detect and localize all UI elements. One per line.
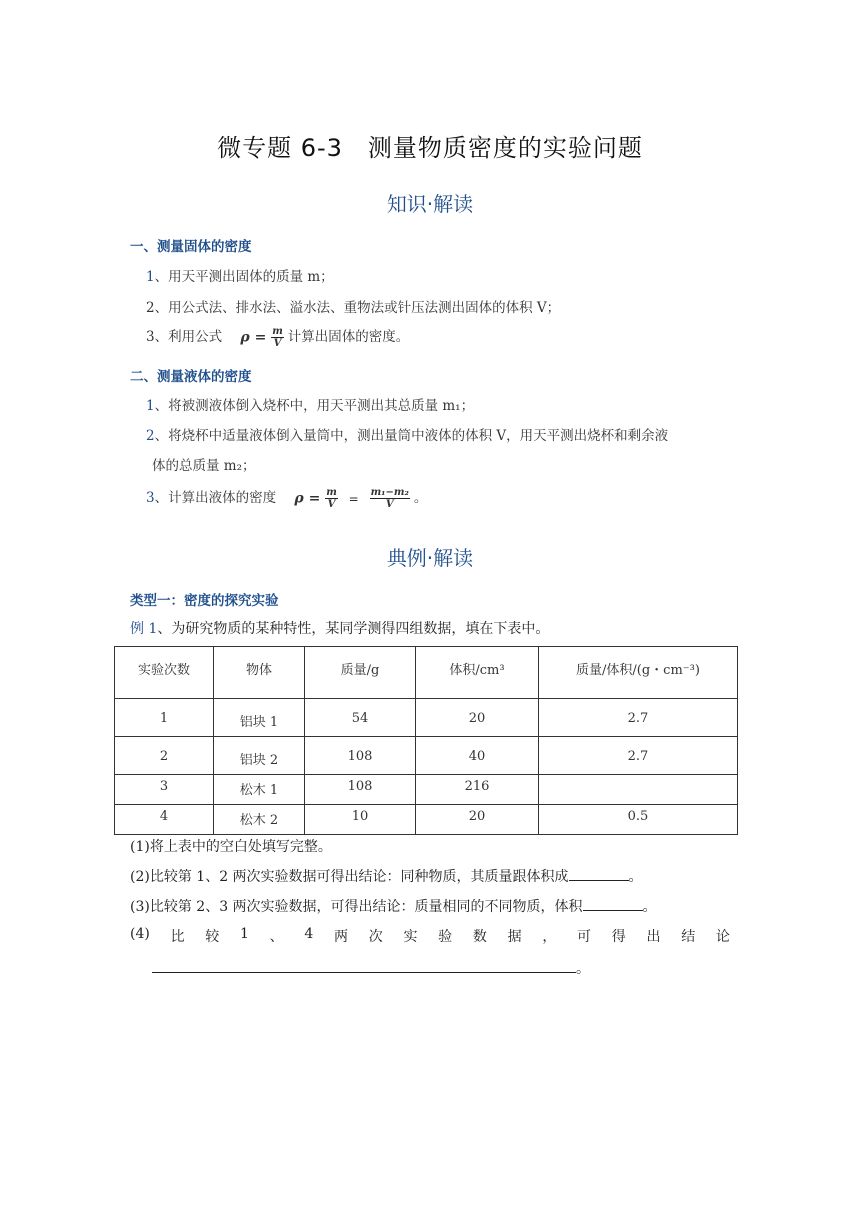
table-cell: 10 bbox=[305, 805, 416, 835]
denominator: V bbox=[273, 338, 282, 349]
question-2 bbox=[130, 866, 643, 886]
table-header-cell: 实验次数 bbox=[115, 647, 214, 699]
liquid-density-heading: 二、测量液体的密度 bbox=[130, 369, 252, 385]
step-text: 、计算出液体的密度 bbox=[154, 490, 277, 506]
table-cell: 0.5 bbox=[539, 805, 738, 835]
denominator-2: V bbox=[385, 499, 394, 510]
question-4-char: 、 bbox=[269, 929, 284, 945]
answer-blank[interactable] bbox=[583, 896, 643, 911]
solid-step-3 bbox=[146, 325, 409, 349]
example-label: 例 1 bbox=[130, 621, 158, 637]
solid-step-2 bbox=[146, 296, 560, 316]
table-cell: 40 bbox=[416, 737, 539, 775]
table-cell: 54 bbox=[305, 699, 416, 737]
liquid-step-2 bbox=[146, 424, 668, 444]
numerator-2: m₁−m₂ bbox=[370, 487, 409, 498]
table-cell: 3 bbox=[115, 775, 214, 805]
step-text-end: 计算出固体的密度。 bbox=[287, 329, 410, 345]
table-cell: 108 bbox=[305, 737, 416, 775]
rho-symbol: ρ = bbox=[240, 329, 267, 346]
page-title: 微专题 6-3 测量物质密度的实验问题 bbox=[217, 134, 643, 162]
table-cell: 铝块 1 bbox=[214, 699, 305, 737]
table-cell bbox=[539, 775, 738, 805]
rho-symbol: ρ = bbox=[294, 490, 321, 507]
type-1-heading: 类型一：密度的探究实验 bbox=[130, 593, 279, 609]
step-text-end: 。 bbox=[413, 490, 428, 506]
step-number: 2 bbox=[146, 300, 155, 316]
example-1-intro bbox=[130, 618, 549, 638]
table-cell: 2.7 bbox=[539, 699, 738, 737]
question-4-char: 两 bbox=[334, 929, 348, 945]
step-number: 1 bbox=[146, 398, 155, 414]
table-row bbox=[115, 699, 738, 737]
solid-step-1 bbox=[146, 265, 334, 285]
question-4-char: 较 bbox=[205, 929, 220, 945]
question-4-char: 比 bbox=[170, 929, 185, 945]
table-row bbox=[115, 805, 738, 835]
question-4-char: 论 bbox=[715, 929, 730, 945]
table-row bbox=[115, 737, 738, 775]
question-4 bbox=[130, 926, 730, 946]
table-cell: 铝块 2 bbox=[214, 737, 305, 775]
fraction bbox=[325, 487, 338, 510]
table-cell: 松木 2 bbox=[214, 805, 305, 835]
answer-blank[interactable] bbox=[569, 866, 629, 881]
fraction-2 bbox=[370, 487, 410, 510]
table-cell: 216 bbox=[416, 775, 539, 805]
question-4-char: (4) bbox=[130, 926, 150, 942]
question-4-char: 结 bbox=[681, 929, 696, 945]
liquid-density-formula bbox=[294, 487, 410, 510]
data-table bbox=[114, 646, 738, 835]
table-header-cell: 物体 bbox=[214, 647, 305, 699]
question-4-char: 4 bbox=[304, 926, 314, 942]
question-text: (2)比较第 1、2 两次实验数据可得出结论：同种物质，其质量跟体积成 bbox=[130, 869, 569, 885]
question-4-char: 实 bbox=[403, 929, 418, 945]
step-number: 2 bbox=[146, 428, 155, 444]
answer-blank[interactable] bbox=[152, 960, 576, 973]
denominator: V bbox=[327, 499, 336, 510]
table-cell: 松木 1 bbox=[214, 775, 305, 805]
solid-density-heading: 一、测量固体的密度 bbox=[130, 239, 252, 255]
question-4-char: 可 bbox=[577, 929, 592, 945]
question-4-char: 验 bbox=[438, 929, 453, 945]
table-row bbox=[115, 775, 738, 805]
question-end: 。 bbox=[576, 961, 590, 977]
step-text: 、将烧杯中适量液体倒入量筒中，测出量筒中液体的体积 V，用天平测出烧杯和剩余液 bbox=[154, 428, 669, 444]
table-header-row bbox=[115, 647, 738, 699]
examples-heading: 典例·解读 bbox=[386, 546, 474, 570]
step-number: 1 bbox=[146, 269, 155, 285]
table-header-cell: 质量/g bbox=[305, 647, 416, 699]
liquid-step-3 bbox=[146, 486, 427, 510]
step-number: 3 bbox=[146, 329, 155, 345]
question-4-char: 1 bbox=[240, 926, 249, 942]
table-header-cell: 体积/cm³ bbox=[416, 647, 539, 699]
question-4-char: ， bbox=[542, 929, 557, 945]
fraction bbox=[271, 326, 284, 349]
question-4-char: 次 bbox=[368, 929, 383, 945]
liquid-step-1 bbox=[146, 394, 474, 414]
numerator: m bbox=[326, 487, 337, 498]
knowledge-heading: 知识·解读 bbox=[386, 192, 474, 216]
question-4-char: 出 bbox=[646, 929, 661, 945]
question-end: 。 bbox=[628, 869, 643, 885]
step-number: 3 bbox=[146, 490, 155, 506]
table-cell: 4 bbox=[115, 805, 214, 835]
question-4-char: 数 bbox=[472, 929, 487, 945]
liquid-step-2-continued: 体的总质量 m₂； bbox=[152, 458, 256, 474]
question-3 bbox=[130, 896, 657, 916]
numerator: m bbox=[272, 326, 283, 337]
density-formula bbox=[240, 326, 283, 349]
table-cell: 108 bbox=[305, 775, 416, 805]
table-cell: 2 bbox=[115, 737, 214, 775]
table-cell: 20 bbox=[416, 699, 539, 737]
step-text: 、将被测液体倒入烧杯中，用天平测出其总质量 m₁； bbox=[154, 398, 475, 414]
question-4-char: 据 bbox=[507, 929, 522, 945]
example-text: 、为研究物质的某种特性，某同学测得四组数据，填在下表中。 bbox=[157, 621, 550, 637]
question-1: (1)将上表中的空白处填写完整。 bbox=[130, 839, 332, 855]
question-4-answer-line bbox=[152, 958, 590, 978]
step-text: 、利用公式 bbox=[154, 329, 223, 345]
step-text: 、用公式法、排水法、溢水法、重物法或针压法测出固体的体积 V； bbox=[154, 300, 561, 316]
question-text: (3)比较第 2、3 两次实验数据，可得出结论：质量相同的不同物质，体积 bbox=[130, 899, 583, 915]
equals-sign: = bbox=[348, 491, 359, 506]
table-cell: 1 bbox=[115, 699, 214, 737]
question-end: 。 bbox=[642, 899, 657, 915]
step-text: 、用天平测出固体的质量 m； bbox=[154, 269, 334, 285]
table-cell: 2.7 bbox=[539, 737, 738, 775]
table-cell: 20 bbox=[416, 805, 539, 835]
table-header-cell: 质量/体积/(g・cm⁻³) bbox=[539, 647, 738, 699]
question-4-char: 得 bbox=[611, 929, 626, 945]
